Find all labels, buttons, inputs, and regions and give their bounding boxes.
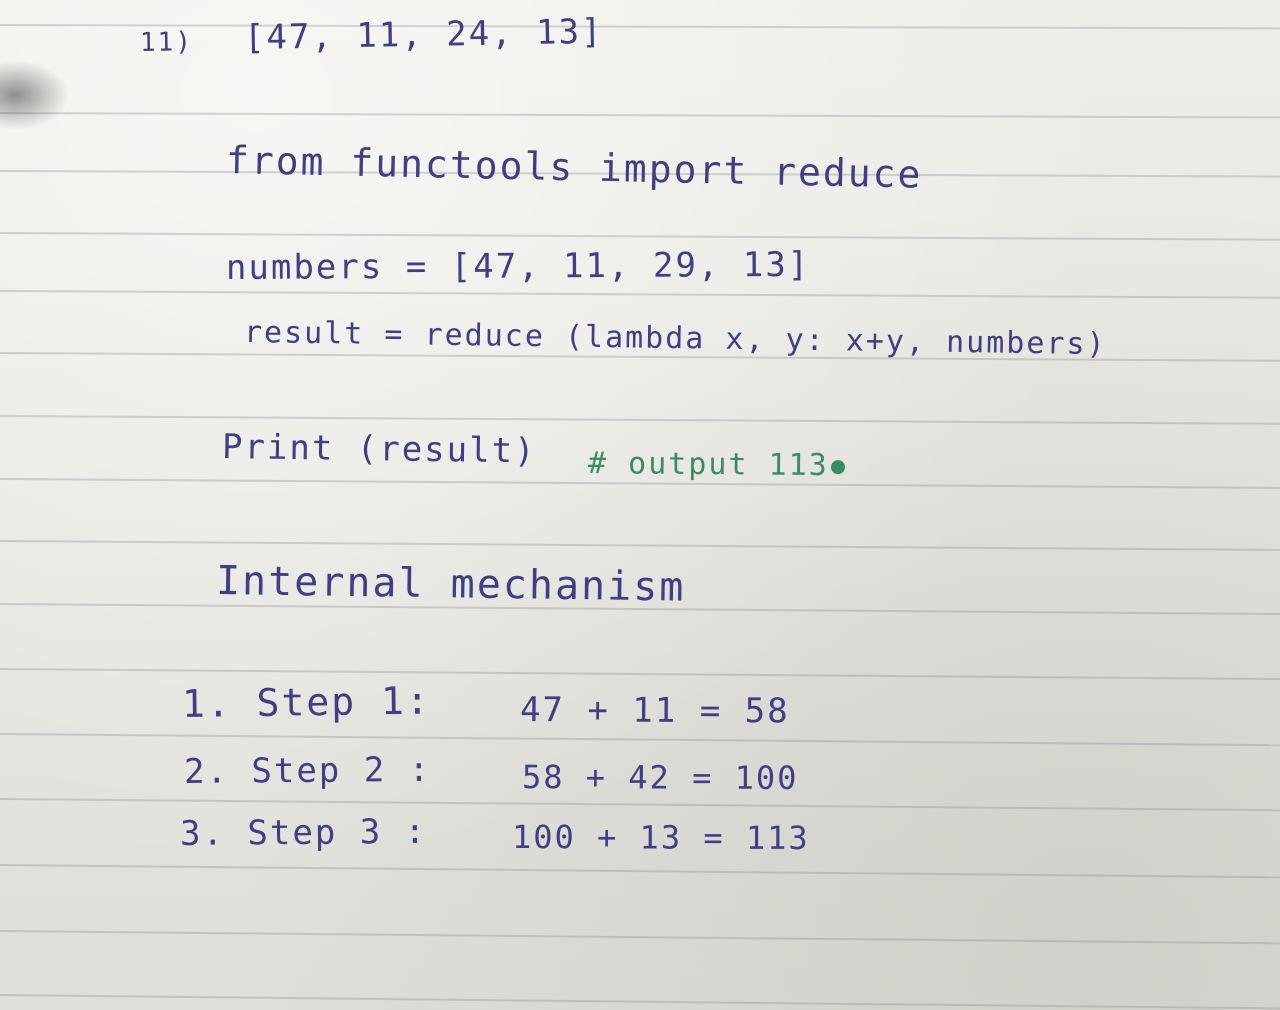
ruled-line (0, 733, 1280, 746)
step-calculation: 47 + 11 = 58 (519, 690, 790, 732)
step-label: 1. Step 1: (181, 678, 432, 726)
section-heading: Internal mechanism (215, 558, 686, 611)
output-comment (588, 446, 845, 483)
step-label: 3. Step 3 : (179, 811, 428, 854)
ruled-line (0, 540, 1280, 551)
print-line: Print (result) (221, 427, 537, 472)
ruled-line (0, 994, 1280, 1009)
import-line: from functools import reduce (225, 138, 923, 197)
ruled-line (0, 415, 1280, 425)
result-line: result = reduce (lambda x, y: x+y, numbers) (243, 315, 1107, 363)
ruled-line (0, 798, 1280, 811)
step-label: 2. Step 2 : (183, 749, 432, 792)
step-calculation: 58 + 42 = 100 (521, 758, 799, 797)
question-number: 11) (139, 27, 194, 58)
output-comment-text: # output 113 (587, 446, 829, 484)
ruled-line (0, 930, 1280, 944)
ruled-line (0, 232, 1280, 241)
ruled-line (0, 668, 1280, 680)
page-shadow (0, 60, 70, 130)
step-calculation: 100 + 13 = 113 (511, 818, 810, 858)
numbers-line: numbers = [47, 11, 29, 13] (225, 244, 811, 288)
ruled-line (0, 112, 1280, 118)
list-literal: [47, 11, 24, 13] (243, 11, 604, 58)
ink-dot (831, 460, 845, 474)
ruled-line (0, 290, 1280, 299)
ruled-line (0, 864, 1280, 878)
